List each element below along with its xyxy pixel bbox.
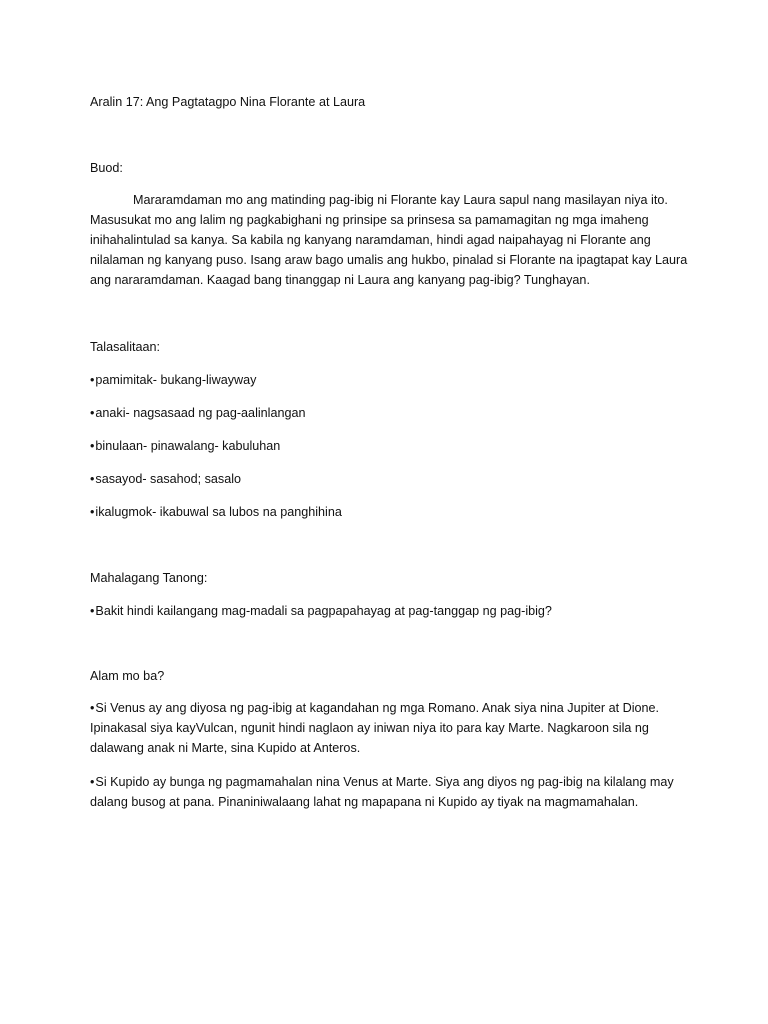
did-you-know-heading: Alam mo ba? (90, 669, 165, 683)
bullet: • (90, 472, 95, 486)
bullet: • (90, 439, 95, 453)
bullet: • (90, 775, 95, 789)
did-you-know-venus: •Si Venus ay ang diyosa ng pag-ibig at kagandahan ng mga Romano. Anak siya nina Jupiter at Dione. Ipinakasal siya kayVulcan, ngunit hindi naglaon ay iniwan niya ito para kay Marte. Nagkaroon sila ng dalawang anak ni Marte, sina Kupido at Anteros. (90, 701, 660, 755)
bullet: • (90, 604, 95, 618)
list-item: •anaki- nagsasaad ng pag-aalinlangan (90, 406, 306, 420)
vocabulary-list (90, 370, 690, 535)
list-item: •ikalugmok- ikabuwal sa lubos na panghihina (90, 505, 342, 519)
bullet: • (90, 406, 95, 420)
list-item: •pamimitak- bukang-liwayway (90, 373, 257, 387)
list-item: •binulaan- pinawalang- kabuluhan (90, 439, 281, 453)
bullet: • (90, 505, 95, 519)
bullet: • (90, 701, 95, 715)
bullet: • (90, 373, 95, 387)
list-item: •sasayod- sasahod; sasalo (90, 472, 242, 486)
did-you-know-kupido: •Si Kupido ay bunga ng pagmamahalan nina Venus at Marte. Siya ang diyos ng pag-ibig na kilalang may dalang busog at pana. Pinaniniwalaang lahat ng mapapana ni Kupido ay tiyak na magmamahalan. (90, 775, 674, 809)
summary-paragraph: Mararamdaman mo ang matinding pag-ibig ni Florante kay Laura sapul nang masilayan niya ito. Masusukat mo ang lalim ng pagkabighani ng prinsipe sa prinsesa sa pamamagitan ng mga imaheng inihahalintulad sa kanya. Sa kabila ng kanyang naramdaman, hindi agad naipahayag ni Florante ang nilalaman ng kanyang puso. Isang araw bago umalis ang hukbo, pinalad si Florante na ipagtapat kay Laura ang nararamdaman. Kaagad bang tinanggap ni Laura ang kanyang pag-ibig? Tunghayan. (90, 193, 688, 287)
essential-question-heading: Mahalagang Tanong: (90, 571, 208, 585)
lesson-title: Aralin 17: Ang Pagtatagpo Nina Florante at Laura (90, 95, 366, 109)
essential-question: •Bakit hindi kailangang mag-madali sa pagpapahayag at pag-tanggap ng pag-ibig? (90, 604, 552, 618)
vocabulary-heading: Talasalitaan: (90, 340, 161, 354)
summary-heading: Buod: (90, 161, 123, 175)
